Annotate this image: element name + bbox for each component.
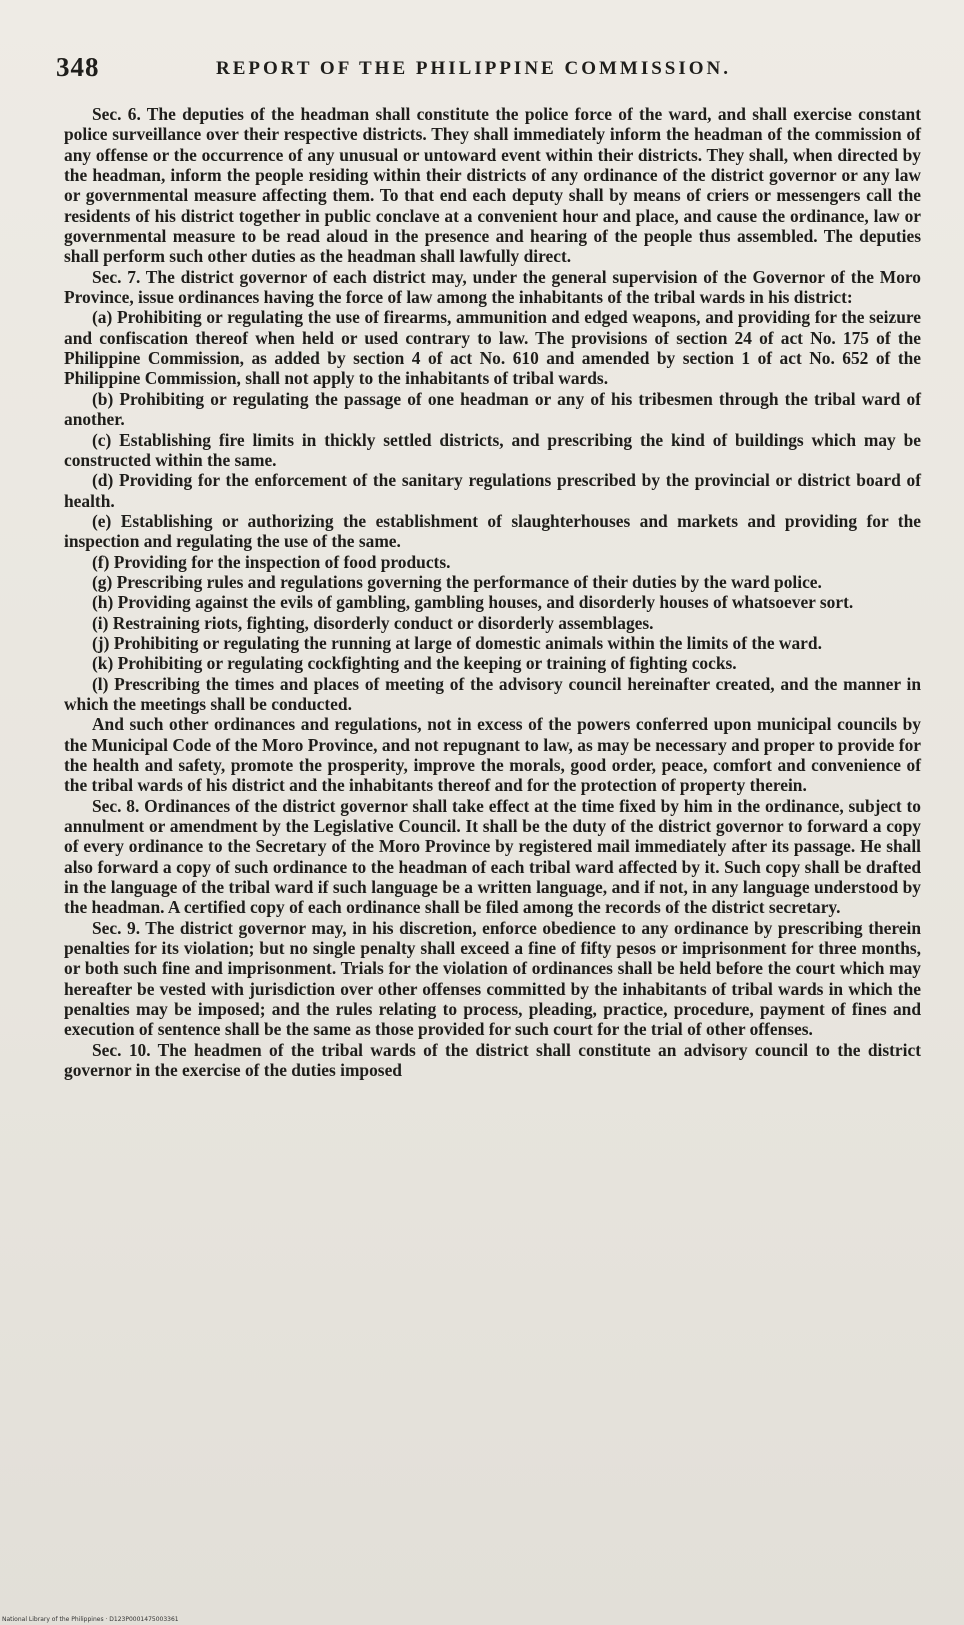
running-head: REPORT OF THE PHILIPPINE COMMISSION. [216, 58, 732, 79]
page-number: 348 [56, 52, 100, 82]
section-6-paragraph: Sec. 6. The deputies of the headman shall constitute the police force of the ward, and shall exercise constant police surveillance over their respective districts. They shall immediately inform the headman of the commission of any offense or the occurrence of any unusual or untoward event within their districts. They shall, when directed by the headman, inform the people residing within their districts of any ordinance of the district governor or any law or governmental measure affecting them. To that end each deputy shall by means of criers or messengers call the residents of his district together in public conclave at a convenient hour and place, and cause the ordinance, law or governmental measure to be read aloud in the presence and hearing of the people thus assembled. The deputies shall perform such other duties as the headman shall lawfully direct. [64, 104, 921, 267]
clause-c: (c) Establishing fire limits in thickly settled districts, and prescribing the kind of buildings which may be constructed within the same. [64, 429, 921, 470]
general-powers-paragraph: And such other ordinances and regulations, not in excess of the powers conferred upon municipal councils by the Municipal Code of the Moro Province, and not repugnant to law, as may be necessary and proper to provide for the health and safety, promote the prosperity, improve the morals, good order, peace, comfort and convenience of the tribal wards of his district and the inhabitants thereof and for the protection of property therein. [64, 714, 921, 796]
clause-d: (d) Providing for the enforcement of the sanitary regulations prescribed by the provincial or district board of health. [64, 470, 921, 511]
clause-k: (k) Prohibiting or regulating cockfighting and the keeping or training of fighting cocks. [92, 653, 737, 674]
clause-j: (j) Prohibiting or regulating the running at large of domestic animals within the limits of the ward. [92, 632, 822, 653]
clause-b: (b) Prohibiting or regulating the passage of one headman or any of his tribesmen through the tribal ward of another. [64, 388, 921, 430]
clause-h: (h) Providing against the evils of gambling, gambling houses, and disorderly houses of whatsoever sort. [92, 592, 854, 613]
section-9-paragraph: Sec. 9. The district governor may, in his discretion, enforce obedience to any ordinance by prescribing therein penalties for its violation; but no single penalty shall exceed a fine of fifty pesos or imprisonment for three months, or both such fine and imprisonment. Trials for the violation of ordinances shall be held before the court which may hereafter be vested with jurisdiction over other offenses committed by the inhabitants of tribal wards in which the penalties may be imposed; and the rules relating to process, pleading, practice, procedure, payment of fines and execution of sentence shall be the same as those provided for such court for the trial of other offenses. [64, 917, 921, 1040]
clause-a: (a) Prohibiting or regulating the use of firearms, ammunition and edged weapons, and providing for the seizure and confiscation thereof when held or used contrary to law. The provisions of section 24 of act No. 175 of the Philippine Commission, as added by section 4 of act No. 610 and amended by section 1 of act No. 652 of the Philippine Commission, shall not apply to the inhabitants of tribal wards. [64, 307, 921, 389]
page-header [56, 52, 924, 92]
body-text [64, 104, 921, 1081]
section-8-paragraph: Sec. 8. Ordinances of the district governor shall take effect at the time fixed by him in the ordinance, subject to annulment or amendment by the Legislative Council. It shall be the duty of the district governor to forward a copy of every ordinance to the Secretary of the Moro Province by registered mail immediately after its passage. He shall also forward a copy of such ordinance to the headman of each tribal ward affected by it. Such copy shall be drafted in the language of the tribal ward if such language be a written language, and if not, in any language understood by the headman. A certified copy of each ordinance shall be filed among the records of the district secretary. [64, 795, 921, 918]
clause-f: (f) Providing for the inspection of food products. [92, 551, 451, 572]
section-10-paragraph: Sec. 10. The headmen of the tribal wards of the district shall constitute an advisory council to the district governor in the exercise of the duties imposed [64, 1039, 921, 1081]
clause-l: (l) Prescribing the times and places of meeting of the advisory council hereinafter created, and the manner in which the meetings shall be conducted. [64, 673, 921, 714]
clause-e: (e) Establishing or authorizing the establishment of slaughterhouses and markets and providing for the inspection and regulating the use of the same. [64, 510, 921, 552]
source-footer: National Library of the Philippines · D123P0001475003361 [2, 1616, 179, 1623]
clause-i: (i) Restraining riots, fighting, disorderly conduct or disorderly assemblages. [92, 612, 654, 633]
clause-g: (g) Prescribing rules and regulations governing the performance of their duties by the ward police. [92, 571, 822, 592]
section-7-paragraph: Sec. 7. The district governor of each district may, under the general supervision of the Governor of the Moro Province, issue ordinances having the force of law among the inhabitants of the tribal wards in his district: [64, 266, 921, 308]
